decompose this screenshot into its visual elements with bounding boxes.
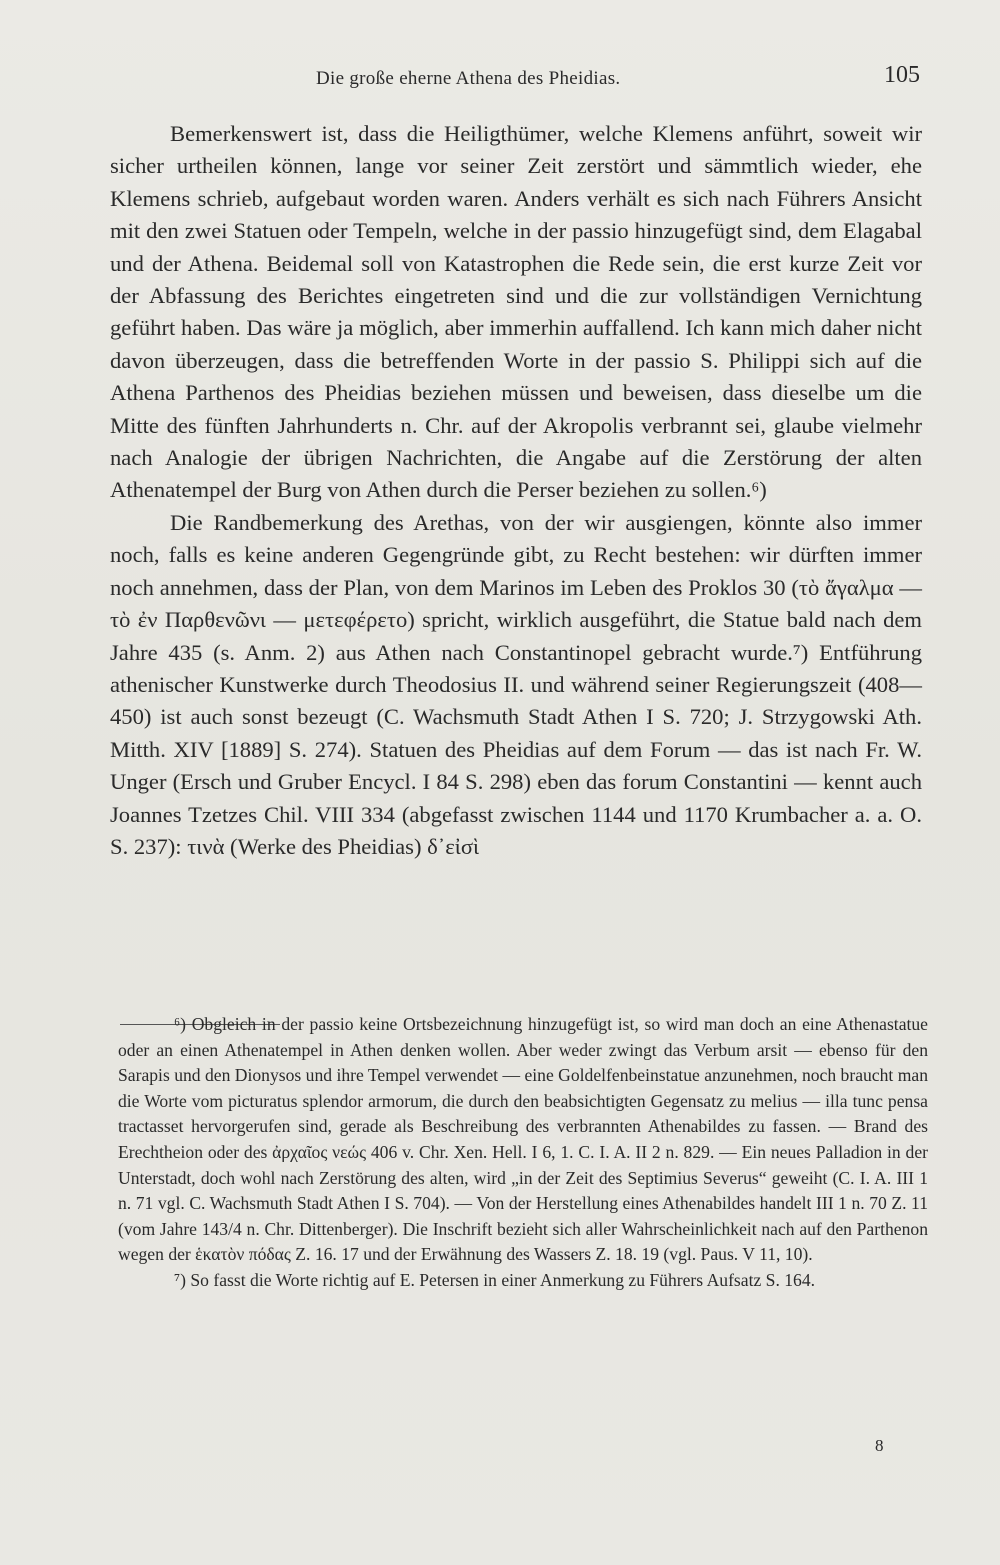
running-title: Die große eherne Athena des Pheidias. — [316, 68, 621, 89]
body-paragraph: Bemerkenswert ist, dass die Heiligthümer, welche Klemens anführt, soweit wir sicher urtheilen können, lange vor seiner Zeit zerstört und sämmtlich wieder, ehe Klemens schrieb, aufgebaut worden waren. Anders verhält es sich nach Führers Ansicht mit den zwei Statuen oder Tempeln, welche in der passio hinzugefügt sind, dem Elagabal und der Athena. Beidemal soll von Katastrophen die Rede sein, die erst kurze Zeit vor der Abfassung des Berichtes eingetreten sind und die zur vollständigen Vernichtung geführt haben. Das wäre ja möglich, aber immerhin auffallend. Ich kann mich daher nicht davon überzeugen, dass die betreffenden Worte in der passio S. Philippi sich auf die Athena Parthenos des Pheidias beziehen müssen und beweisen, dass dieselbe um die Mitte des fünften Jahrhunderts n. Chr. auf der Akropolis verbrannt sei, glaube vielmehr nach Analogie der übrigen Nachrichten, die Angabe auf die Zerstörung der alten Athenatempel der Burg von Athen durch die Perser beziehen zu sollen.⁶) — [110, 121, 922, 503]
page-number: 105 — [884, 62, 920, 88]
running-head — [110, 62, 920, 102]
signature-mark: 8 — [875, 1436, 884, 1455]
footnote-6: ⁶) Obgleich in der passio keine Ortsbezeichnung hinzugefügt ist, so wird man doch an eine Athenastatue oder an einen Athenatempel in Athen denken wollen. Aber weder zwingt das Verbum arsit — ebenso für den Sarapis und den Dionysos und ihre Tempel verwendet — eine Goldelfenbeinstatue anzunehmen, noch braucht man die Worte vom picturatus splendor armorum, die durch den beabsichtigten Gegensatz zu melius — illa tunc pensa tractasset hervorgerufen sind, gerade als Beschreibung des verbrannten Athenabildes zu fassen. — Brand des Erechtheion oder des ἀρχαῖος νεώς 406 v. Chr. Xen. Hell. I 6, 1. C. I. A. II 2 n. 829. — Ein neues Palladion in der Unterstadt, doch wohl nach Zerstörung des alten, wird „in der Zeit des Septimius Severus“ geweiht (C. I. A. III 1 n. 71 vgl. C. Wachsmuth Stadt Athen I S. 704). — Von der Herstellung eines Athenabildes handelt III 1 n. 70 Z. 11 (vom Jahre 143/4 n. Chr. Dittenberger). Die Inschrift bezieht sich aller Wahrscheinlichkeit nach auf den Parthenon wegen der ἑκατὸν πόδας Z. 16. 17 und der Erwähnung des Wassers Z. 18. 19 (vgl. Paus. V 11, 10). — [118, 1014, 928, 1265]
footnotes — [118, 1012, 928, 1294]
main-text — [110, 118, 922, 863]
footnote-7: ⁷) So fasst die Worte richtig auf E. Petersen in einer Anmerkung zu Führers Aufsatz S. 164. — [174, 1269, 816, 1290]
body-paragraph: Die Randbemerkung des Arethas, von der wir ausgiengen, könnte also immer noch, falls es keine anderen Gegengründe gibt, zu Recht bestehen: wir dürften immer noch annehmen, dass der Plan, von dem Marinos im Leben des Proklos 30 (τὸ ἄγαλμα — τὸ ἐν Παρθενῶνι — μετεφέρετο) spricht, wirklich ausgeführt, die Statue bald nach dem Jahre 435 (s. Anm. 2) aus Athen nach Constantinopel gebracht wurde.⁷) Entführung athenischer Kunstwerke durch Theodosius II. und während seiner Regierungszeit (408—450) ist auch sonst bezeugt (C. Wachsmuth Stadt Athen I S. 720; J. Strzygowski Ath. Mitth. XIV [1889] S. 274). Statuen des Pheidias auf dem Forum — das ist nach Fr. W. Unger (Ersch und Gruber Encycl. I 84 S. 298) eben das forum Constantini — kennt auch Joannes Tzetzes Chil. VIII 334 (abgefasst zwischen 1144 und 1170 Krumbacher a. a. O. S. 237): τινὰ (Werke des Pheidias) δ᾽εἰσὶ — [110, 509, 922, 859]
